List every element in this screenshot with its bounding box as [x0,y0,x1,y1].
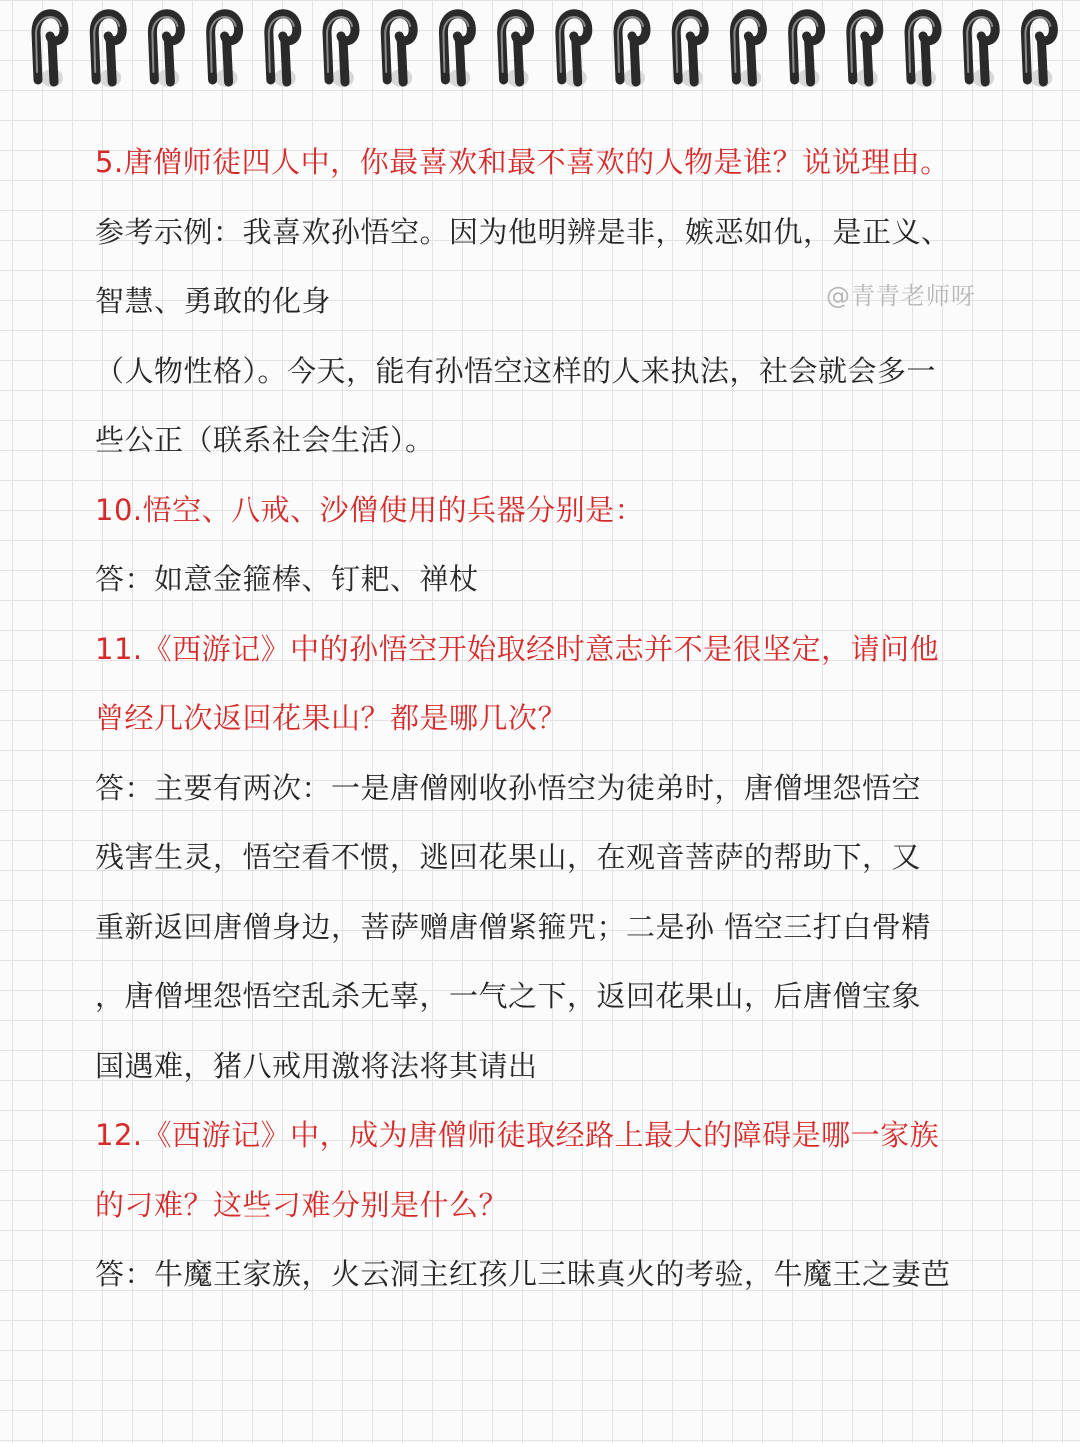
answer-line: 残害生灵，悟空看不惯，逃回花果山，在观音菩萨的帮助下，又 [95,840,922,874]
answer-line: 答：如意金箍棒、钉耙、禅杖 [95,562,479,596]
spiral-ring [560,14,588,87]
spiral-ring [327,14,355,87]
notes-content [95,128,995,1310]
question-line: 10.悟空、八戒、沙僧使用的兵器分别是： [95,492,645,527]
answer-line: 智慧、勇敢的化身 [95,284,332,318]
spiral-ring [734,14,762,87]
answer-line: 些公正（联系社会生活）。 [95,423,435,457]
spiral-ring [94,14,122,87]
spiral-ring [851,14,879,87]
spiral-ring [385,14,413,87]
question-line: 12.《西游记》中，成为唐僧师徒取经路上最大的障碍是哪一家族 [95,1118,940,1152]
question-line: 11.《西游记》中的孙悟空开始取经时意志并不是很坚定，请问他 [95,631,940,666]
answer-line: 参考示例：我喜欢孙悟空。因为他明辨是非，嫉恶如仇，是正义、 [95,214,951,249]
spiral-ring [152,14,180,87]
spiral-ring [909,14,937,87]
notebook-spiral-binding [0,0,1080,100]
spiral-ring [269,14,297,87]
question-line: 曾经几次返回花果山？都是哪几次？ [95,701,568,735]
answer-line: 国遇难，猪八戒用激将法将其请出 [95,1048,538,1083]
spiral-rings-icon [0,0,1080,100]
question-line: 的刁难？这些刁难分别是什么？ [95,1187,509,1222]
answer-line: 答：牛魔王家族，火云洞主红孩儿三昧真火的考验，牛魔王之妻芭 [95,1257,951,1291]
spiral-ring [36,14,64,87]
spiral-ring [443,14,471,87]
spiral-ring [793,14,821,87]
spiral-ring [676,14,704,87]
spiral-ring [211,14,239,87]
answer-line: （人物性格）。今天，能有孙悟空这样的人来执法，社会就会多一 [95,353,937,388]
spiral-ring [502,14,530,87]
answer-line: 重新返回唐僧身边，菩萨赠唐僧紧箍咒；二是孙 悟空三打白骨精 [95,909,931,944]
spiral-ring [1025,14,1053,87]
watermark: @青青老师呀 [826,282,976,310]
spiral-ring [618,14,646,87]
answer-line: 答：主要有两次：一是唐僧刚收孙悟空为徒弟时，唐僧埋怨悟空 [95,770,922,805]
question-line: 5.唐僧师徒四人中，你最喜欢和最不喜欢的人物是谁？说说理由。 [95,145,950,179]
spiral-ring [967,14,995,87]
answer-line: ，唐僧埋怨悟空乱杀无辜，一气之下，返回花果山，后唐僧宝象 [95,979,922,1013]
